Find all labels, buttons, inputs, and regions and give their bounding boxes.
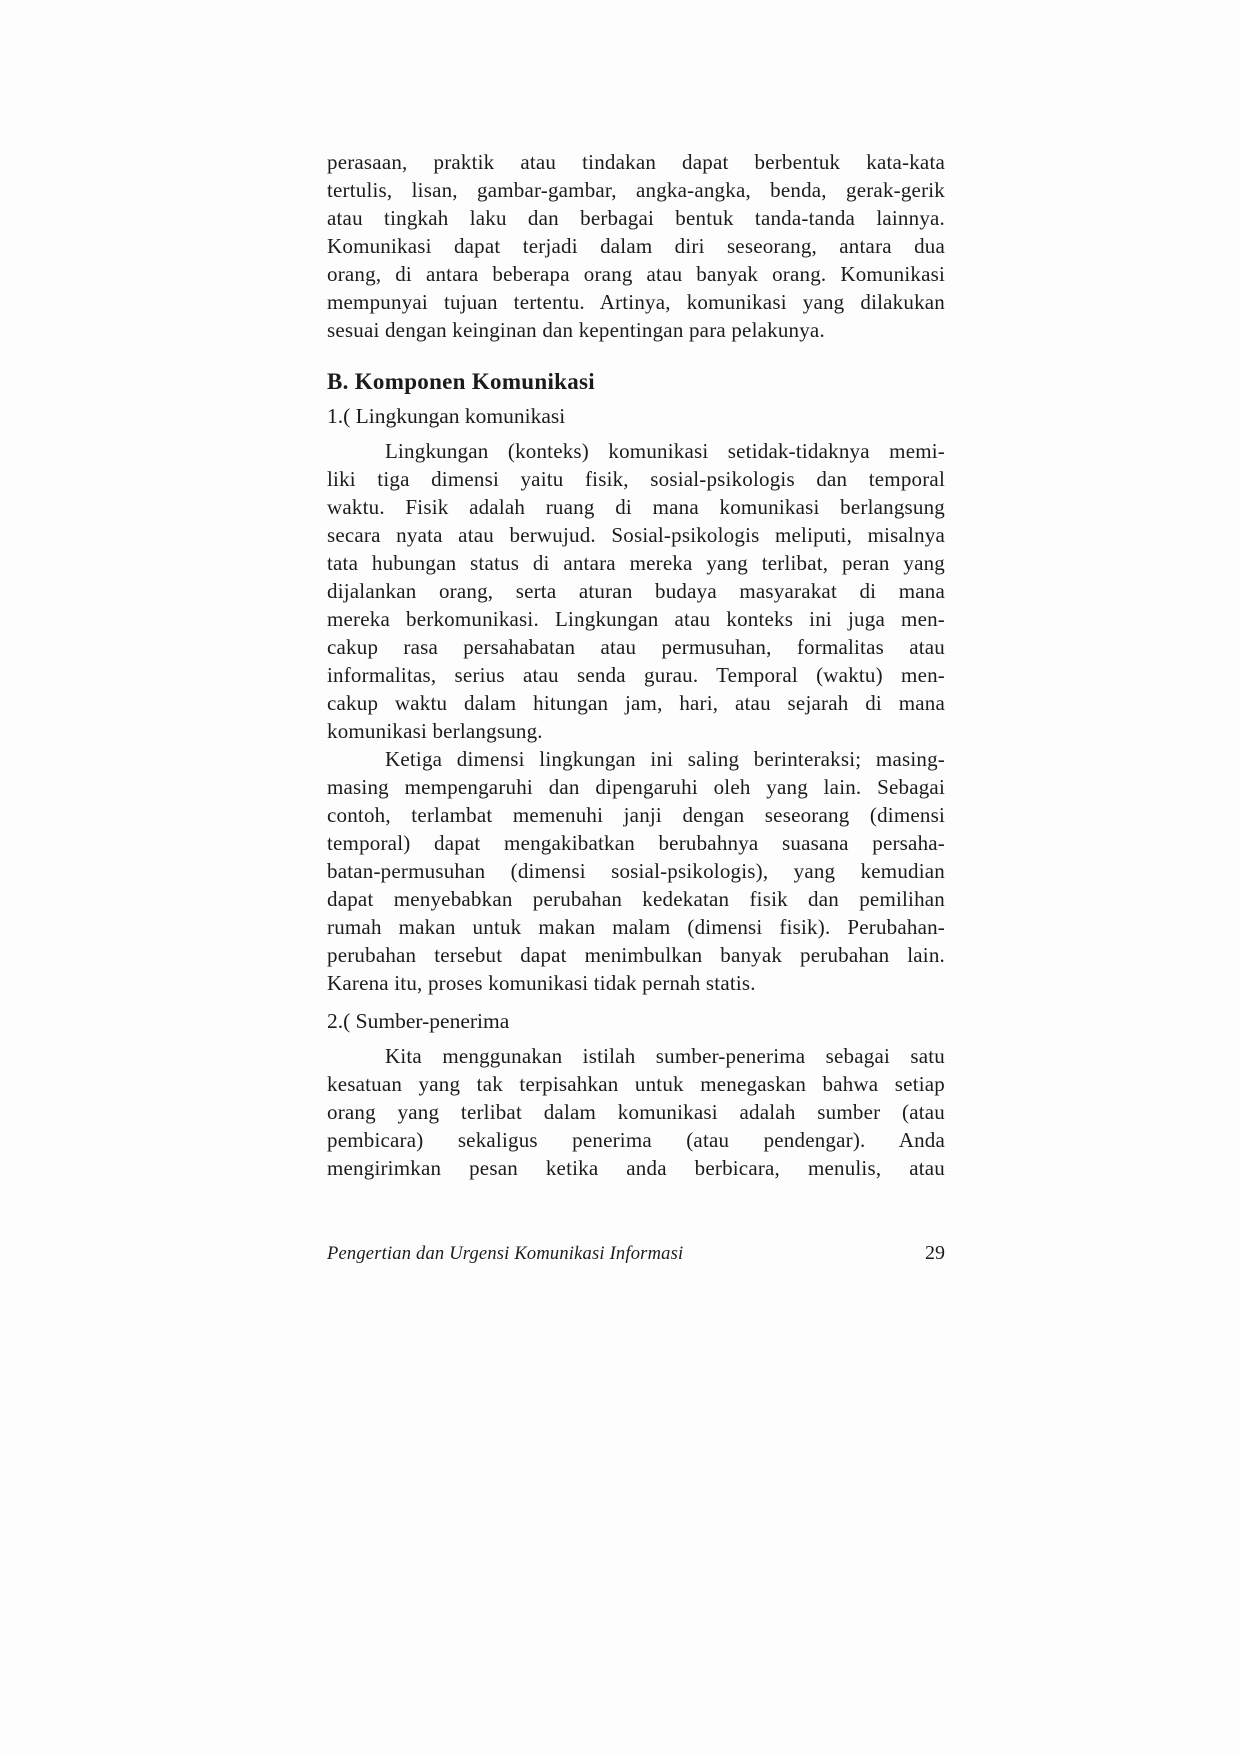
body-line: pembicara) sekaligus penerima (atau pendengar). Anda bbox=[327, 1128, 945, 1152]
body-line: perubahan tersebut dapat menimbulkan banyak perubahan lain. bbox=[327, 943, 945, 967]
body-line: mempunyai tujuan tertentu. Artinya, komunikasi yang dilakukan bbox=[327, 290, 945, 314]
body-line: dapat menyebabkan perubahan kedekatan fisik dan pemilihan bbox=[327, 887, 945, 911]
body-line: Lingkungan (konteks) komunikasi setidak-tidaknya memi- bbox=[385, 439, 945, 463]
body-line: informalitas, serius atau senda gurau. Temporal (waktu) men- bbox=[327, 663, 945, 687]
body-line: cakup rasa persahabatan atau permusuhan, formalitas atau bbox=[327, 635, 945, 659]
body-line: secara nyata atau berwujud. Sosial-psikologis meliputi, misalnya bbox=[327, 523, 945, 547]
paragraph bbox=[327, 745, 945, 997]
paragraph bbox=[327, 148, 945, 344]
body-line: Kita menggunakan istilah sumber-penerima sebagai satu bbox=[385, 1044, 945, 1068]
body-line: contoh, terlambat memenuhi janji dengan seseorang (dimensi bbox=[327, 803, 945, 827]
body-line: temporal) dapat mengakibatkan berubahnya suasana persaha- bbox=[327, 831, 945, 855]
body-line: dijalankan orang, serta aturan budaya masyarakat di mana bbox=[327, 579, 945, 603]
page-footer bbox=[327, 1242, 945, 1265]
body-line: perasaan, praktik atau tindakan dapat berbentuk kata-kata bbox=[327, 150, 945, 174]
footer-page-number: 29 bbox=[925, 1242, 945, 1264]
subsection-heading-2: 2.( Sumber-penerima bbox=[327, 1009, 510, 1033]
body-line: kesatuan yang tak terpisahkan untuk menegaskan bahwa setiap bbox=[327, 1072, 945, 1096]
body-line: tertulis, lisan, gambar-gambar, angka-angka, benda, gerak-gerik bbox=[327, 178, 945, 202]
paragraph bbox=[327, 437, 945, 745]
body-line: mengirimkan pesan ketika anda berbicara, menulis, atau bbox=[327, 1156, 945, 1180]
body-line: orang, di antara beberapa orang atau banyak orang. Komunikasi bbox=[327, 262, 945, 286]
subsection-heading-1: 1.( Lingkungan komunikasi bbox=[327, 404, 566, 428]
body-line: masing mempengaruhi dan dipengaruhi oleh yang lain. Sebagai bbox=[327, 775, 945, 799]
footer-running-title: Pengertian dan Urgensi Komunikasi Informasi bbox=[327, 1244, 684, 1264]
body-line: sesuai dengan keinginan dan kepentingan para pelakunya. bbox=[327, 318, 825, 342]
body-line: waktu. Fisik adalah ruang di mana komunikasi berlangsung bbox=[327, 495, 945, 519]
body-line: Komunikasi dapat terjadi dalam diri seseorang, antara dua bbox=[327, 234, 945, 258]
body-line: mereka berkomunikasi. Lingkungan atau konteks ini juga men- bbox=[327, 607, 945, 631]
body-line: liki tiga dimensi yaitu fisik, sosial-psikologis dan temporal bbox=[327, 467, 945, 491]
body-line: tata hubungan status di antara mereka yang terlibat, peran yang bbox=[327, 551, 945, 575]
body-line: cakup waktu dalam hitungan jam, hari, atau sejarah di mana bbox=[327, 691, 945, 715]
body-line: batan-permusuhan (dimensi sosial-psikologis), yang kemudian bbox=[327, 859, 945, 883]
body-line: komunikasi berlangsung. bbox=[327, 719, 543, 743]
body-line: Ketiga dimensi lingkungan ini saling berinteraksi; masing- bbox=[385, 747, 945, 771]
paragraph bbox=[327, 1042, 945, 1182]
body-line: rumah makan untuk makan malam (dimensi fisik). Perubahan- bbox=[327, 915, 945, 939]
section-heading: B. Komponen Komunikasi bbox=[327, 369, 595, 394]
body-line: Karena itu, proses komunikasi tidak pernah statis. bbox=[327, 971, 756, 995]
page-content bbox=[327, 148, 945, 1182]
body-line: atau tingkah laku dan berbagai bentuk tanda-tanda lainnya. bbox=[327, 206, 945, 230]
body-line: orang yang terlibat dalam komunikasi adalah sumber (atau bbox=[327, 1100, 945, 1124]
